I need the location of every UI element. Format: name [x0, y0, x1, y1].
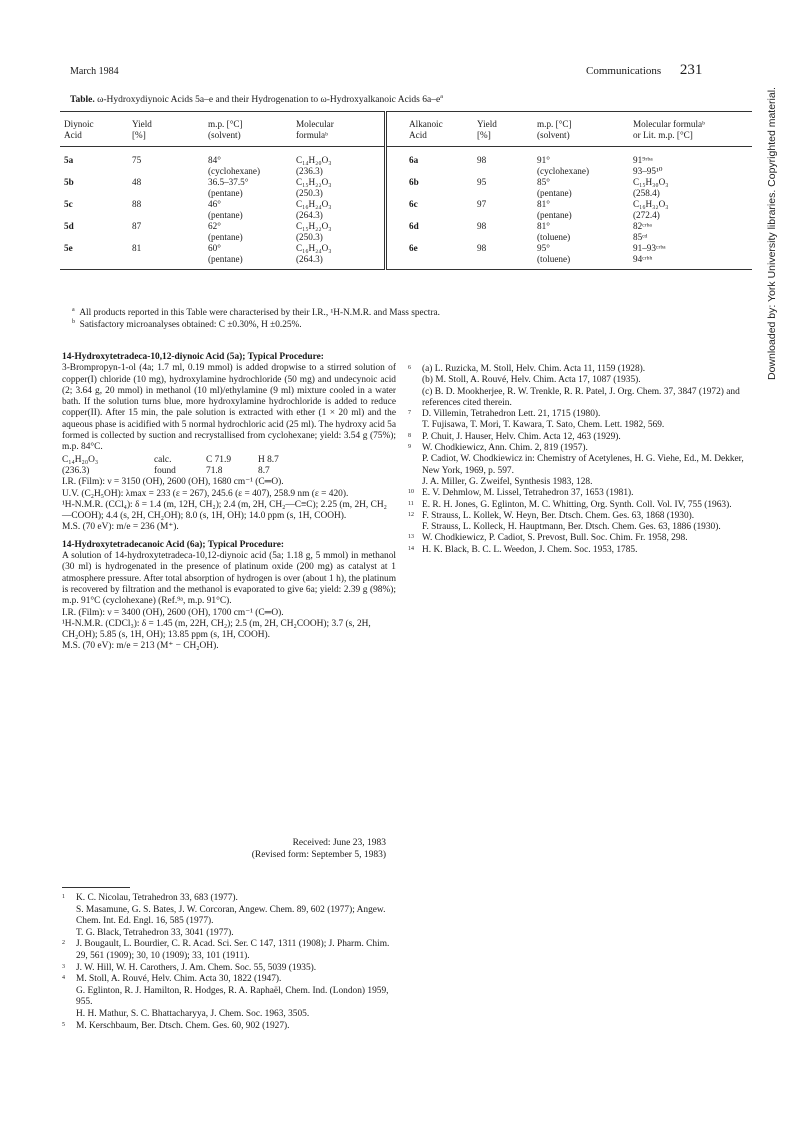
cell-alk-yield: 98: [477, 155, 487, 165]
cell-alk-acid: 6e: [386, 243, 474, 270]
reference-item: 8 P. Chuit, J. Hauser, Helv. Chim. Acta 12, 463 (1929).: [408, 431, 621, 442]
cell-formula: C₁₄H₂₀O₃ (236.3): [296, 155, 332, 176]
table-row: [60, 147, 752, 178]
reference-item: 9 W. Chodkiewicz, Ann. Chim. 2, 819 (1957). P. Cadiot, W. Chodkiewicz in: Chemistry of Acetylenes, H. G. Viehe, Ed., M. Dekker, New York, 1969, p. 597. J. A. Miller, G. Zweifel, Synthesis 1983, 128.: [408, 443, 744, 487]
table-row: [60, 243, 752, 270]
running-header-date: March 1984: [70, 66, 119, 77]
procedure-text-6a: A solution of 14-hydroxytetradeca-10,12-diynoic acid (5a; 1.18 g, 5 mmol) in methanol (30 ml) is hydrogenated in the presence of platinum oxide (200 mg) as catalyst at 1 atmosphere pressure. After total absorption of hydrogen is over (about 1 h), the platinum is recovered by filtration and the methanol is evaporated to give 6a; yield: 2.39 g (98%); m.p. 91°C (cyclohexane) (Ref.⁹ᵃ, m.p. 91°C).: [62, 551, 396, 607]
cell-alk-acid: 6d: [386, 221, 474, 243]
cell-yield: 48: [132, 177, 142, 187]
experimental-column: [62, 352, 396, 653]
elemental-analysis: C₁₄H₂₀O₃ calc. C 71.9 H 8.7 (236.3) found 71.8 8.7: [62, 454, 279, 476]
ms-data-6a: M.S. (70 eV): m/e = 213 (M⁺ − CH₂OH).: [62, 641, 219, 652]
col-header-diynoic-acid: Diynoic Acid: [60, 112, 128, 147]
cell-acid: 5a: [64, 155, 74, 165]
cell-alk-formula: 91⁹ʳᵇᵃ 93–95¹⁰: [633, 155, 663, 176]
procedure-heading-6a: 14-Hydroxytetradecanoic Acid (6a); Typical Procedure:: [62, 539, 285, 550]
running-header-right: [586, 62, 702, 79]
reference-item: 14 H. K. Black, B. C. L. Weedon, J. Chem. Soc. 1953, 1785.: [408, 544, 638, 555]
cell-formula: C₁₅H₂₂O₃ (250.3): [296, 221, 332, 242]
cell-alk-formula: 91–93ᶜʳᵇᵃ 94ᶜʳᵇʰ: [629, 243, 752, 270]
page-number: 231: [679, 62, 703, 78]
references-right: [408, 364, 753, 556]
col-header-alk-yield: Yield [%]: [473, 112, 533, 147]
ir-data: I.R. (Film): ν = 3150 (OH), 2600 (OH), 1680 cm⁻¹ (C═O).: [62, 477, 284, 488]
cell-acid: 5e: [60, 243, 128, 270]
cell-alk-formula: C₁₅H₃₀O₃ (258.4): [633, 177, 669, 198]
table-header-row: [60, 112, 752, 147]
reference-item: 3 J. W. Hill, W. H. Carothers, J. Am. Chem. Soc. 55, 5039 (1935).: [62, 962, 317, 973]
reference-item: 2 J. Bougault, L. Bourdier, C. R. Acad. Sci. Ser. C 147, 1311 (1908); J. Pharm. Chim. 29, 561 (1909); 30, 10 (1909); 33, 101 (1911).: [62, 939, 390, 961]
received-dates: [220, 837, 386, 861]
cell-yield: 81: [128, 243, 204, 270]
cell-yield: 75: [132, 155, 142, 165]
table-caption-label: Table.: [70, 95, 95, 106]
cell-mp: 46° (pentane): [208, 199, 243, 220]
cell-alk-yield: 98: [477, 221, 487, 231]
reference-item: 1 K. C. Nicolau, Tetrahedron 33, 683 (1977). S. Masamune, G. S. Bates, J. W. Corcoran, Angew. Chem. 89, 602 (1977); Angew. Chem. Int. Ed. Engl. 16, 585 (1977). T. G. Black, Tetrahedron 33, 3041 (1977).: [62, 893, 386, 938]
cell-mp: 84° (cyclohexane): [208, 155, 261, 176]
cell-alk-mp: 81° (pentane): [537, 199, 572, 220]
cell-alk-formula: C₁₆H₃₂O₃ (272.4): [633, 199, 669, 220]
reference-item: 12 F. Strauss, L. Kollek, W. Heyn, Ber. Dtsch. Chem. Ges. 63, 1868 (1930). F. Strauss, L. Kolleck, H. Hauptmann, Ber. Dtsch. Chem. Ges. 63, 1886 (1930).: [408, 510, 721, 533]
cell-alk-mp: 85° (pentane): [537, 177, 572, 198]
footnote-rule: [62, 887, 130, 888]
col-header-formula: Molecular formulaᵇ: [292, 112, 386, 147]
cell-alk-acid: 6c: [386, 199, 474, 221]
reference-item: 10 E. V. Dehmlow, M. Lissel, Tetrahedron 37, 1653 (1981).: [408, 488, 634, 499]
ir-data-6a: I.R. (Film): ν = 3400 (OH), 2600 (OH), 1700 cm⁻¹ (C═O).: [62, 607, 284, 618]
uv-data: U.V. (C₂H₅OH): λmax = 233 (ε = 267), 245.6 (ε = 407), 258.9 nm (ε = 420).: [62, 488, 349, 499]
table-caption-text: ω-Hydroxydiynoic Acids 5a–e and their Hydrogenation to ω-Hydroxyalkanoic Acids 6a–e: [97, 95, 441, 106]
col-header-alkanoic-acid: Alkanoic Acid: [386, 112, 474, 147]
cell-yield: 87: [132, 221, 142, 231]
col-header-alk-formula: Molecular formulaᵇ or Lit. m.p. [°C]: [629, 112, 752, 147]
ms-data: M.S. (70 eV): m/e = 236 (M⁺).: [62, 522, 179, 533]
cell-mp: 60° (pentane): [204, 243, 292, 270]
reference-item: 6 (a) L. Ruzicka, M. Stoll, Helv. Chim. Acta 11, 1159 (1928). (b) M. Stoll, A. Rouvé, Helv. Chim. Acta 17, 1087 (1935). (c) B. D. Mookherjee, R. W. Trenkle, R. R. Patel, J. Org. Chem. 37, 3847 (1972) and references cited therein.: [408, 364, 740, 408]
reference-item: 13 W. Chodkiewicz, P. Cadiot, S. Prevost, Bull. Soc. Chim. Fr. 1958, 298.: [408, 533, 688, 544]
cell-alk-acid: 6b: [386, 177, 474, 199]
cell-mp: 36.5–37.5° (pentane): [208, 177, 249, 198]
cell-alk-mp: 95° (toluene): [533, 243, 629, 270]
cell-alk-yield: 97: [477, 199, 487, 209]
col-header-mp: m.p. [°C] (solvent): [204, 112, 292, 147]
received-date: Received: June 23, 1983: [292, 838, 386, 848]
table-footnote-a: $^a$ All products reported in this Table were characterised by their I.R., ¹H-N.M.R. and Mass spectra.: [72, 307, 440, 319]
table-row: [60, 221, 752, 243]
download-watermark: Downloaded by: York University libraries. Copyrighted material.: [766, 87, 778, 380]
cell-formula: C₁₅H₂₂O₃ (250.3): [296, 177, 332, 198]
cell-alk-mp: 81° (toluene): [537, 221, 571, 242]
cell-alk-mp: 91° (cyclohexane): [537, 155, 590, 176]
col-header-yield: Yield [%]: [128, 112, 204, 147]
results-table: [60, 111, 752, 270]
procedure-heading-5a: 14-Hydroxytetradeca-10,12-diynoic Acid (5a); Typical Procedure:: [62, 352, 324, 362]
table-footnote-b: $^b$ Satisfactory microanalyses obtained: C ±0.30%, H ±0.25%.: [72, 319, 302, 331]
nmr-data: ¹H-N.M.R. (CCl₄): δ = 1.4 (m, 12H, CH₂); 2.4 (m, 2H, CH₂—C≡C); 2.25 (m, 2H, CH₂—COOH); 4.4 (s, 2H, CH₂OH); 8.0 (s, 1H, OH); 14.0 ppm (s, 1H, COOH).: [62, 499, 387, 522]
cell-yield: 88: [132, 199, 142, 209]
reference-item: 7 D. Villemin, Tetrahedron Lett. 21, 1715 (1980). T. Fujisawa, T. Mori, T. Kawara, T. Sato, Chem. Lett. 1982, 569.: [408, 409, 665, 431]
table-row: [60, 199, 752, 221]
cell-acid: 5d: [64, 221, 74, 231]
cell-mp: 62° (pentane): [208, 221, 243, 242]
procedure-text-5a: 3-Brompropyn-1-ol (4a; 1.7 ml, 0.19 mmol) is added dropwise to a stirred solution of copper(I) chloride (10 mg), hydroxylamine hydrochloride (50 mg) and undecynoic acid (2; 3.64 g, 20 mmol) in methanol (10 ml)/ethylamine (9 ml) mixture cooled in a water bath. If the solution turns blue, more hydroxylamine hydrochloride is added to reduce copper(II). After 15 min, the pale solution is extracted with ether (1 × 20 ml) and the aqueous phase is acidified with 5 normal hydrochloric acid (25 ml). The hydroxy acid 5a formed is collected by suction and recrystallised from cyclohexane; yield: 3.54 g (75%); m.p. 84°C.: [62, 363, 396, 453]
revised-date: (Revised form: September 5, 1983): [251, 850, 386, 860]
table-caption-mark: a: [440, 94, 443, 100]
references-bottom: [62, 893, 396, 1032]
cell-formula: C₁₆H₂₄O₃ (264.3): [292, 243, 386, 270]
reference-item: 5 M. Kerschbaum, Ber. Dtsch. Chem. Ges. 60, 902 (1927).: [62, 1020, 290, 1031]
cell-alk-acid: 6a: [386, 147, 474, 178]
table-caption: [70, 94, 443, 105]
reference-item: 11 E. R. H. Jones, G. Eglinton, M. C. Whitting, Org. Synth. Coll. Vol. IV, 755 (1963).: [408, 499, 732, 510]
table-row: [60, 177, 752, 199]
cell-alk-yield: 95: [477, 177, 487, 187]
col-header-alk-mp: m.p. [°C] (solvent): [533, 112, 629, 147]
reference-item: 4 M. Stoll, A. Rouvé, Helv. Chim. Acta 30, 1822 (1947). G. Eglinton, R. J. Hamilton, R. Hodges, R. A. Raphaël, Chem. Ind. (London) 1959, 955. H. H. Mathur, S. C. Bhattacharyya, J. Chem. Soc. 1963, 3505.: [62, 974, 389, 1019]
cell-acid: 5c: [64, 199, 73, 209]
cell-alk-formula: 82ᶜʳᵇᵃ 85ᶜᵈ: [633, 221, 652, 242]
nmr-data-6a: ¹H-N.M.R. (CDCl₃): δ = 1.45 (m, 22H, CH₂); 2.5 (m, 2H, CH₂COOH); 3.7 (s, 2H, CH₂OH); 5.85 (s, 1H, OH); 13.85 ppm (s, 1H, COOH).: [62, 618, 371, 641]
section-name: Communications: [586, 65, 662, 77]
cell-alk-yield: 98: [473, 243, 533, 270]
cell-acid: 5b: [64, 177, 74, 187]
cell-formula: C₁₆H₂₄O₃ (264.3): [296, 199, 332, 220]
